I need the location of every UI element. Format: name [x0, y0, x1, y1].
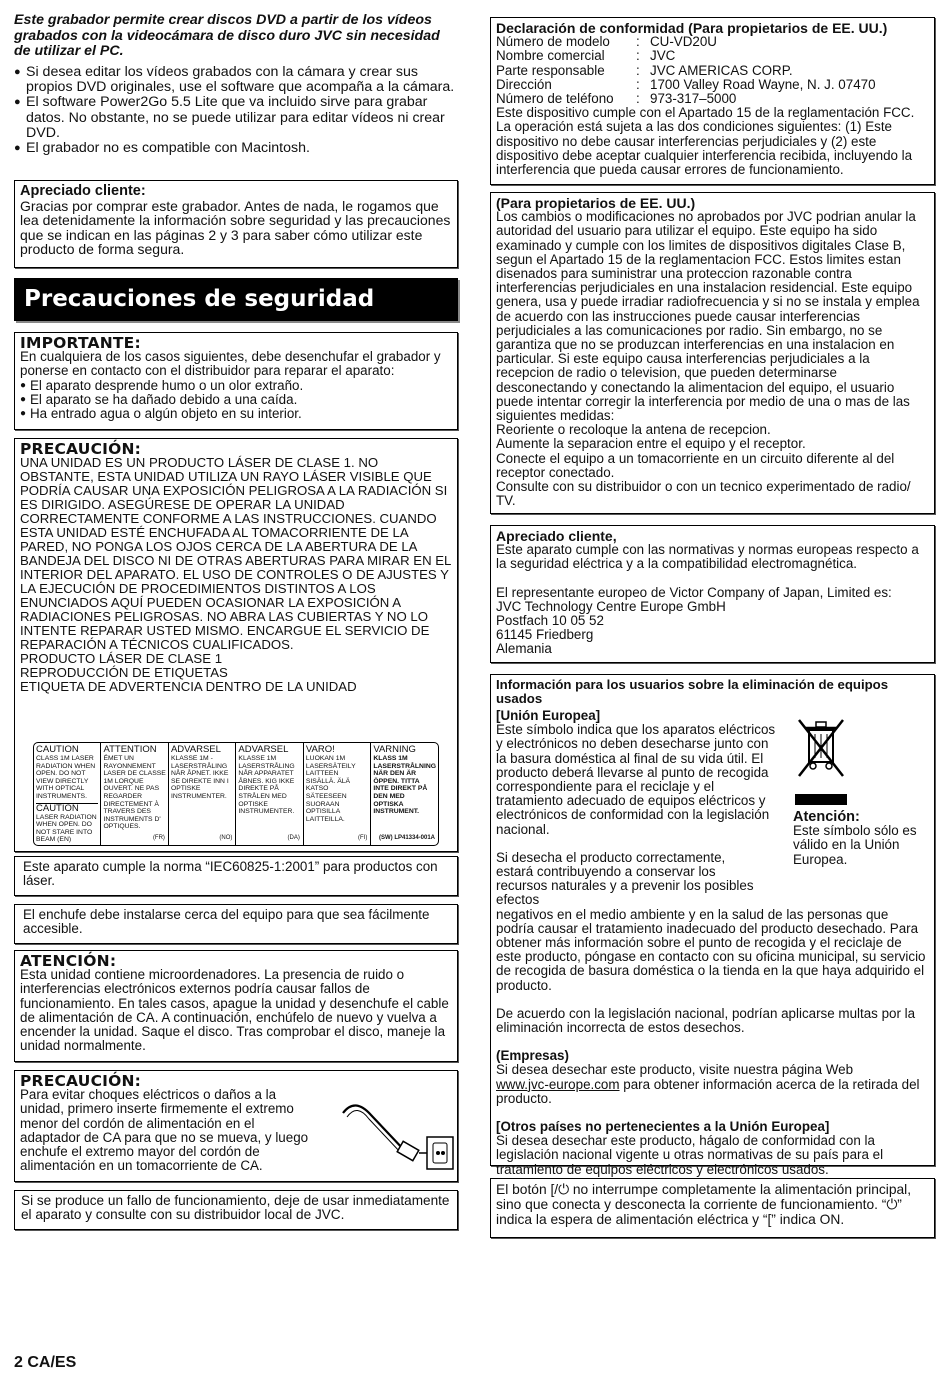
- declaracion-table: [496, 35, 876, 106]
- empresas-text: [496, 1063, 929, 1106]
- power-cord-icon: [335, 1093, 455, 1173]
- fcc-box: [490, 192, 935, 514]
- importante-list: [20, 379, 452, 422]
- label-cell-fi: [304, 743, 371, 845]
- empresas-text-1: Si desea desechar este producto, visite nuestra página Web: [496, 1062, 854, 1078]
- precaucion-line: PRODUCTO LÁSER DE CLASE 1: [20, 651, 223, 667]
- precaucion-text: UNA UNIDAD ES UN PRODUCTO LÁSER DE CLASE 1. NO OBSTANTE, ESTA UNIDAD UTILIZA UN RAYO LÁSER VISIBLE QUE PODRÍA CAUSAR UNA EXPOSICIÓN PELIGROSA A LA RADIACIÓN SI ES DIRIGIDO. ASEGÚRESE DE OPERAR LA UNIDAD CORRECTAMENTE CONFORME A LAS INSTRUCCIONES. CUANDO ESTA UNIDAD ESTÉ ENCHUFADA AL TOMACORRIENTE DE LA PARED, NO PONGA LOS OJOS CERCA DE LA ABERTURA DE LA BANDEJA DEL DISCO NI DE OTRAS ABERTURAS PARA MIRAR EN EL INTERIOR DEL APARATO. EL USO DE CONTROLES O DE AJUSTES Y LA EJECUCIÓN DE PROCEDIMIENTOS DISTINTOS A LOS ENUNCIADOS AQUÍ PUEDEN OCASIONAR LA EXPOSICIÓN A RADIACIONES PELIGROSAS. NO ABRA LAS CUBIERTAS Y NO LO INTENTE REPARAR USTED MISMO. ENCARGUE EL SERVICIO DE REPARACIÓN A TÉCNICOS CUALIFICADOS.: [20, 455, 451, 653]
- importante-item: ● El aparato desprende humo o un olor extraño.: [20, 379, 452, 393]
- precaucion2-text: Para evitar choques eléctricos o daños a la unidad, primero inserte firmemente el extremo menor del cordón de alimentación en el adaptador de CA para que no se mueva, y luego enchufe el extremo mayor del cordón de alimentación en un tomacorriente de CA.: [20, 1087, 309, 1174]
- kv-sep: :: [636, 34, 640, 50]
- atencion-title: ATENCIÓN:: [20, 952, 117, 970]
- label-cell-en: [34, 743, 101, 845]
- warning-label: [33, 742, 439, 846]
- kv-key: Nombre comercial: [496, 48, 605, 64]
- fcc-line: Conecte el equipo a un tomacorriente en un circuito diferente al del receptor conectado.: [496, 450, 895, 480]
- intro-bullet: ● Si desea editar los vídeos grabados con la cámara y crear sus propios DVD originales, use el software que acompaña a la cámara.: [14, 65, 458, 95]
- label-tag: (FI): [358, 835, 368, 842]
- precaucion-line: ETIQUETA DE ADVERTENCIA DENTRO DE LA UNIDAD: [20, 679, 357, 695]
- kv-key: Número de modelo: [496, 34, 610, 50]
- precaucion2-title: PRECAUCIÓN:: [20, 1072, 142, 1090]
- eliminacion-p3: De acuerdo con la legislación nacional, podrían aplicarse multas por la eliminación incorrecta de estos desechos.: [496, 1005, 916, 1036]
- eliminacion-title: Información para los usuarios sobre la eliminación de equipos usados: [496, 677, 889, 706]
- label-tag: (SW) LP41334-001A: [378, 835, 436, 842]
- eliminacion-p2a: Si desecha el producto correctamente, estará contribuyendo a conservar los recursos naturales y a prevenir los posibles efectos: [496, 849, 754, 908]
- kv-sep: :: [636, 48, 640, 64]
- atencion-box: [14, 950, 458, 1062]
- apreciado2-line: El representante europeo de Victor Company of Japan, Limited es:: [496, 584, 892, 600]
- label-heading: CAUTION: [36, 803, 98, 814]
- fcc-line: Reoriente o recoloque la antena de recepcion.: [496, 422, 771, 438]
- label-heading: ATTENTION: [103, 744, 157, 755]
- declaracion-box: [490, 17, 935, 185]
- label-text: KLASSE 1M - LASERSTRÅLING NÅR ÅPNET. IKKE SE DIREKTE INN I OPTISKE INSTRUMENTER.: [170, 755, 229, 800]
- atencion-side-title: Atención:: [793, 809, 860, 825]
- label-text: LASER RADIATION WHEN OPEN. DO NOT STARE INTO BEAM (EN): [36, 813, 97, 844]
- declaracion-title: Declaración de conformidad (Para propietarios de EE. UU.): [496, 20, 888, 36]
- boton-box: [490, 1178, 935, 1238]
- apreciado-title: Apreciado cliente:: [20, 183, 146, 199]
- ue-text: Este símbolo indica que los aparatos eléctricos y electrónicos no deben desecharse junto con la basura doméstica al final de su vida útil. El producto deberá llevarse al punto de recogida correspondiente para el reciclaje y el tratamiento adecuado de equipos eléctricos y electrónicos de conformidad con la legislación nacional.: [496, 722, 776, 837]
- apreciado2-title: Apreciado cliente,: [496, 528, 617, 544]
- precaucion-line: REPRODUCCIÓN DE ETIQUETAS: [20, 665, 228, 681]
- precaucion-cable-box: [14, 1070, 458, 1182]
- eliminacion-p2b: negativos en el medio ambiente y en la salud de las personas que podría causar el tratamiento inadecuado del producto desechado. Para obtener más información sobre el punto de recogida y el reciclaje de este producto, póngase en contacto con su oficina municipal, su servicio de recogida de basura doméstica o la tienda en la que haya adquirido el producto.: [496, 906, 926, 993]
- label-cell-no: [169, 743, 236, 845]
- label-heading: CAUTION: [36, 744, 79, 755]
- boton-text: El botón [/⏻ no interrumpe completamente la alimentación principal, sino que conecta y desconecta la corriente de funcionamiento. “⏻” indica la espera de alimentación eléctrica y “[” indica ON.: [496, 1182, 912, 1227]
- label-cell-fr: [101, 743, 168, 845]
- precaucion-title: PRECAUCIÓN:: [20, 440, 142, 458]
- kv-value: JVC: [650, 48, 676, 64]
- label-heading: VARO!: [305, 744, 335, 755]
- kv-key: Parte responsable: [496, 62, 605, 78]
- enchufe-box: [14, 904, 458, 944]
- apreciado2-box: [490, 525, 935, 663]
- apreciado-box: [14, 180, 458, 268]
- black-bar: [795, 794, 847, 805]
- intro-bullet: ● El grabador no es compatible con Macintosh.: [14, 141, 458, 156]
- fallo-box: [14, 1190, 458, 1230]
- page-number: 2 CA/ES: [14, 1354, 77, 1371]
- importante-box: [14, 332, 458, 430]
- label-cell-da: [236, 743, 303, 845]
- empresas-title: (Empresas): [496, 1048, 569, 1064]
- fcc-title: (Para propietarios de EE. UU.): [496, 195, 696, 211]
- fcc-line: Consulte con su distribuidor o con un tecnico experimentado de radio/ TV.: [496, 479, 911, 509]
- intro-bullet: ● El software Power2Go 5.5 Lite que va incluido sirve para grabar datos. No obstante, no se puede utilizar para editar vídeos ni crear DVD.: [14, 95, 458, 141]
- fcc-text: Los cambios o modificaciones no aprobados por JVC podrian anular la autoridad del usuario para utilizar el equipo. Este equipo ha sido examinado y cumple con los limites de dispositivos digitales Clase B, segun el Apartado 15 de la reglamentacion FCC. Estos limites estan disenados para suministrar una proteccion razonable contra interferencias perjudiciales en una instalacion residencial. Este equipo genera, usa y puede irradiar radiofrecuencia y si no se instala y emplea de acuerdo con las instrucciones puede causar interferencias perjudiciales a las comunicaciones por radio. Sin embargo, no se garantiza que no se produzcan interferencias en una instalacion en particular. Si este equipo causa interferencias perjudiciales a la recepcion de radio o television, que pueden determinarse desconectando y conectando la alimentacion del equipo, el usuario puede intentar corregir la interferencia por medio de una o mas de las siguientes medidas:: [496, 209, 920, 424]
- label-tag: (DA): [287, 835, 300, 842]
- atencion-side-text: Este símbolo sólo es válido en la Unión Europea.: [793, 823, 917, 867]
- label-heading: ADVARSEL: [238, 744, 289, 755]
- iec-text: Este aparato cumple la norma “IEC60825-1:2001” para productos con láser.: [23, 859, 438, 889]
- apreciado2-text: Este aparato cumple con las normativas y normas europeas respecto a la seguridad eléctrica y a la compatibilidad electromagnética.: [496, 542, 919, 572]
- kv-value: 973-317–5000: [650, 91, 737, 107]
- kv-key: Número de teléfono: [496, 91, 614, 107]
- label-heading: ADVARSEL: [170, 744, 221, 755]
- apreciado2-line: Postfach 10 05 52: [496, 613, 604, 629]
- apreciado2-line: 61145 Friedberg: [496, 627, 594, 643]
- label-cell-sw: [371, 743, 438, 845]
- kv-value: 1700 Valley Road Wayne, N. J. 07470: [650, 76, 876, 92]
- fallo-text: Si se produce un fallo de funcionamiento, deje de usar inmediatamente el aparato y consulte con su distribuidor local de JVC.: [21, 1193, 450, 1223]
- crossed-bin-icon: [795, 716, 847, 780]
- label-text: KLASSE 1M LASERSTRÅLING NÅR APPARATET ÅBNES. KIG IKKE DIREKTE PÅ STRÅLEN MED OPTISKE INSTRUMENTER.: [238, 755, 295, 816]
- importante-title: IMPORTANTE:: [20, 334, 141, 352]
- declaracion-text: Este dispositivo cumple con el Apartado 15 de la reglamentación FCC. La operación está sujeta a las dos condiciones siguientes: (1) Este dispositivo no debe causar interferencias perjudiciales y (2) este dispositivo debe aceptar cualquier interferencia recibida, incluyendo la interferencia que pueda causar errores de funcionamiento.: [496, 105, 915, 178]
- otros-title: [Otros países no pertenecientes a la Unión Europea]: [496, 1119, 830, 1135]
- label-text: CLASS 1M LASER RADIATION WHEN OPEN. DO NOT VIEW DIRECTLY WITH OPTICAL INSTRUMENTS.: [36, 755, 96, 800]
- intro-bullets: [14, 65, 458, 156]
- label-text: KLASS 1M LASERSTRÅLNING NÄR DEN ÄR ÖPPEN. TITTA INTE DIREKT PÅ DEN MED OPTISKA INSTRUMENT.: [373, 755, 437, 816]
- intro-title: Este grabador permite crear discos DVD a partir de los vídeos grabados con la videocámara de disco duro JVC sin necesidad de utilizar el PC.: [14, 12, 440, 59]
- label-text: ÉMET UN RAYONNEMENT LASER DE CLASSE 1M LORQUE OUVERT. NE PAS REGARDER DIRECTEMENT À TRAVERS DES INSTRUMENTS D' OPTIQUES.: [103, 755, 166, 831]
- kv-sep: :: [636, 91, 640, 107]
- importante-item: ● Ha entrado agua o algún objeto en su interior.: [20, 407, 452, 421]
- eliminacion-box: [490, 674, 935, 1177]
- section-banner: Precauciones de seguridad: [14, 278, 458, 321]
- apreciado2-line: JVC Technology Centre Europe GmbH: [496, 598, 726, 614]
- importante-item: ● El aparato se ha dañado debido a una caída.: [20, 393, 452, 407]
- ue-title: [Unión Europea]: [496, 708, 601, 723]
- label-tag: (FR): [152, 835, 165, 842]
- atencion-side: [793, 810, 933, 867]
- label-heading: VARNING: [373, 744, 416, 755]
- fcc-line: Aumente la separacion entre el equipo y el receptor.: [496, 436, 806, 452]
- kv-value: JVC AMERICAS CORP.: [650, 62, 793, 78]
- kv-sep: :: [636, 76, 640, 92]
- apreciado2-line: Alemania: [496, 641, 552, 657]
- kv-key: Dirección: [496, 76, 552, 92]
- iec-box: [14, 856, 458, 896]
- label-text: LUOKAN 1M LASERSÄTEILY LAITTEEN SISÄLLÄ. ÄLÄ KATSO SÄTEESEEN SUORAAN OPTISILLA LAITTEILLA.: [305, 755, 356, 823]
- jvc-europe-link[interactable]: www.jvc-europe.com: [496, 1076, 620, 1092]
- kv-value: CU-VD20U: [650, 34, 717, 50]
- atencion-text: Esta unidad contiene microordenadores. La presencia de ruido o interferencias electrónicos externos podría causar fallos de funcionamiento. En tales casos, apague la unidad y desenchufe el cable de alimentación de CA. A continuación, enchúfelo de nuevo y vuelva a encender la unidad. Saque el disco. Tras comprobar el disco, maneje la unidad normalmente.: [20, 967, 449, 1054]
- otros-text: Si desea desechar este producto, hágalo de conformidad con la legislación nacional vigente u otras normativas de su país para el tratamiento de equipos eléctricos y electrónicos usados.: [496, 1133, 884, 1177]
- apreciado-text: Gracias por comprar este grabador. Antes de nada, le rogamos que lea detenidamente la información sobre seguridad y las precauciones que se indican en las páginas 2 y 3 para saber cómo utilizar este producto de forma segura.: [20, 197, 451, 258]
- enchufe-text: El enchufe debe instalarse cerca del equipo para que sea fácilmente accesible.: [23, 907, 430, 937]
- label-tag: (NO): [219, 835, 233, 842]
- empresas-text-2: para obtener información acerca de la retirada del producto.: [496, 1076, 920, 1106]
- kv-sep: :: [636, 62, 640, 78]
- importante-text: En cualquiera de los casos siguientes, debe desenchufar el grabador y ponerse en contacto con el distribuidor para reparar el aparato:: [20, 349, 441, 379]
